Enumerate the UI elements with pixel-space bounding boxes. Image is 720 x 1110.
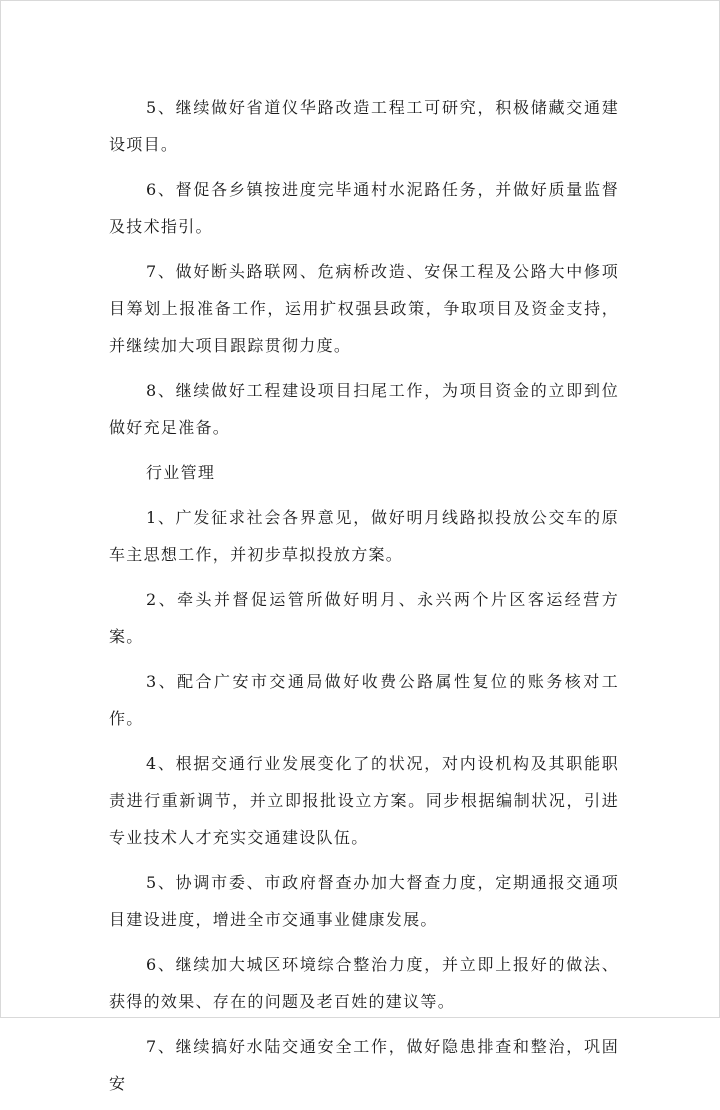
paragraph-item-6: 6、督促各乡镇按进度完毕通村水泥路任务，并做好质量监督及技术指引。	[109, 180, 619, 236]
paragraph-mgmt-1: 1、广发征求社会各界意见，做好明月线路拟投放公交车的原车主思想工作，并初步草拟投放方案。	[109, 508, 619, 564]
document-body	[109, 89, 619, 1110]
paragraph-mgmt-2: 2、牵头并督促运管所做好明月、永兴两个片区客运经营方案。	[109, 590, 619, 646]
paragraph-item-8: 8、继续做好工程建设项目扫尾工作，为项目资金的立即到位做好充足准备。	[109, 381, 619, 437]
paragraph-item-5: 5、继续做好省道仪华路改造工程工可研究，积极储藏交通建设项目。	[109, 98, 619, 154]
paragraph-mgmt-6: 6、继续加大城区环境综合整治力度，并立即上报好的做法、获得的效果、存在的问题及老百姓的建议等。	[109, 955, 619, 1011]
paragraph-mgmt-5: 5、协调市委、市政府督查办加大督查力度，定期通报交通项目建设进度，增进全市交通事业健康发展。	[109, 873, 619, 929]
section-heading-industry-management: 行业管理	[146, 463, 216, 482]
paragraph-mgmt-7: 7、继续搞好水陆交通安全工作，做好隐患排查和整治，巩固安	[109, 1037, 619, 1093]
paragraph-mgmt-4: 4、根据交通行业发展变化了的状况，对内设机构及其职能职责进行重新调节，并立即报批设立方案。同步根据编制状况，引进专业技术人才充实交通建设队伍。	[109, 754, 619, 847]
paragraph-item-7: 7、做好断头路联网、危病桥改造、安保工程及公路大中修项目筹划上报准备工作，运用扩权强县政策，争取项目及资金支持，并继续加大项目跟踪贯彻力度。	[109, 262, 619, 355]
paragraph-mgmt-3: 3、配合广安市交通局做好收费公路属性复位的账务核对工作。	[109, 672, 619, 728]
